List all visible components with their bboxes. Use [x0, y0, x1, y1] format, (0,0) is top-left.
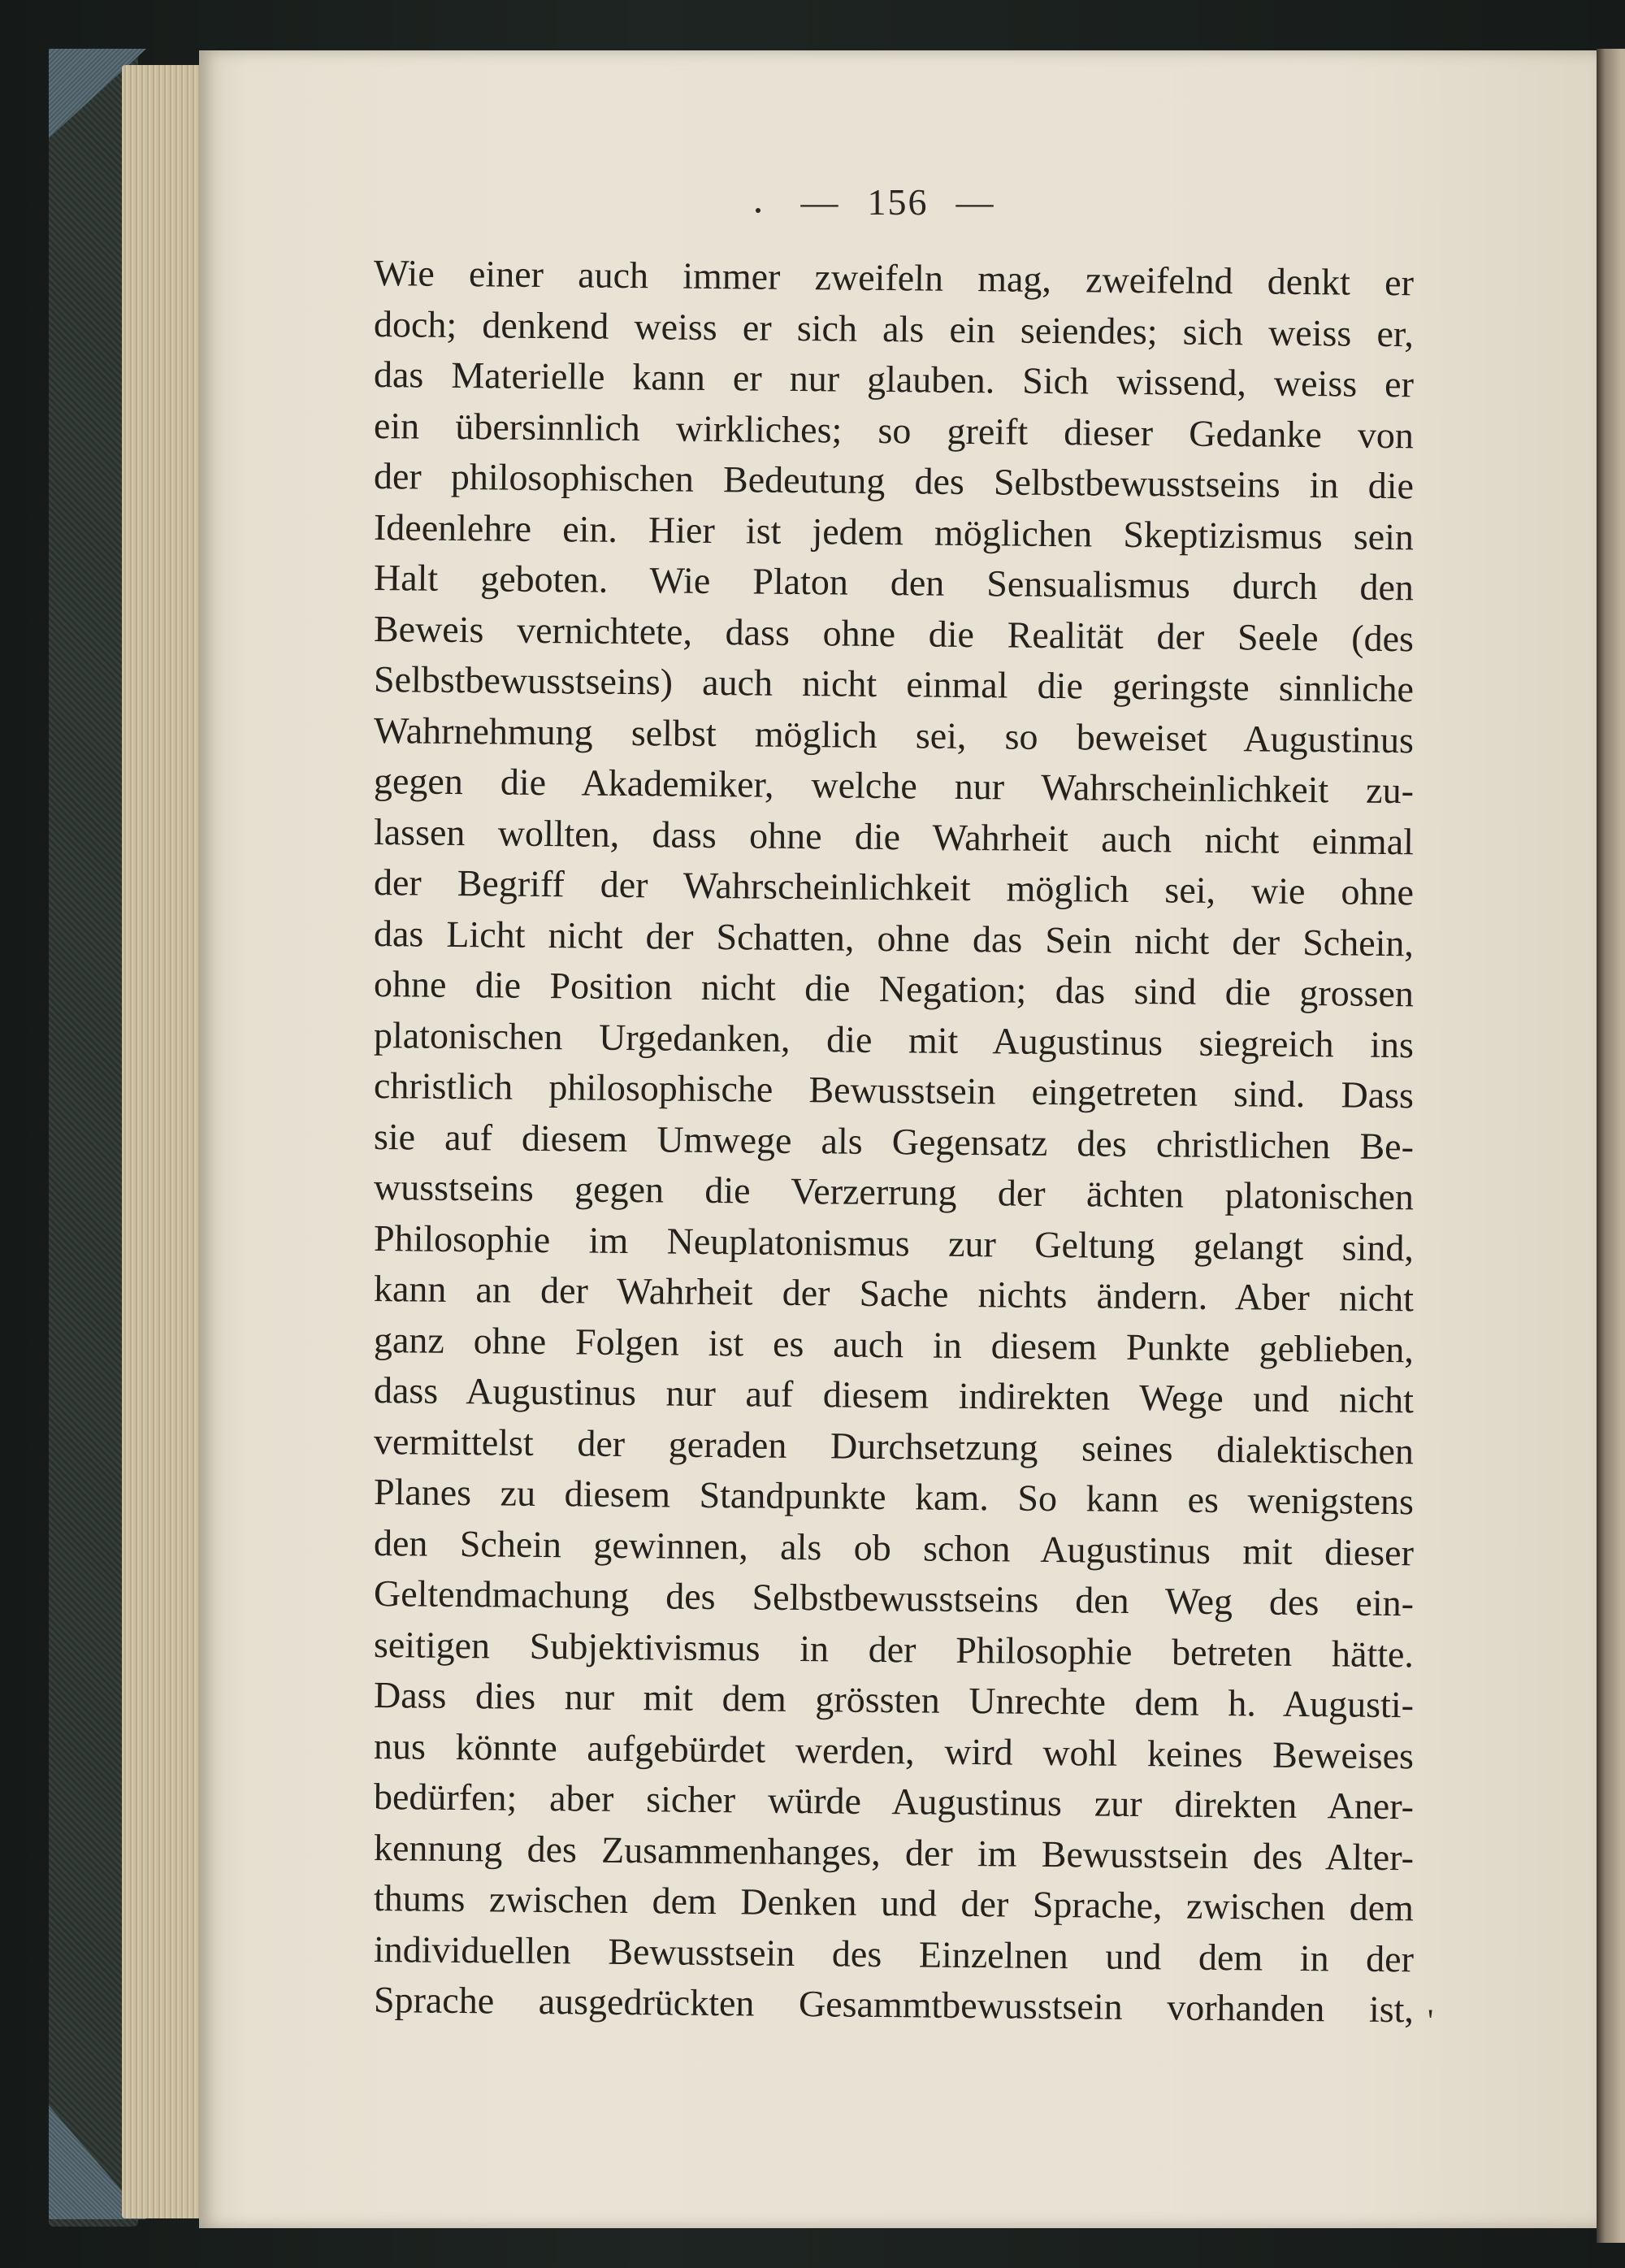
text-line: sie auf diesem Umwege als Gegensatz des christlichen Be-: [373, 1115, 1415, 1167]
text-line: platonischen Urgedanken, die mit Augustinus siegreich ins: [373, 1013, 1415, 1065]
text-line: nus könnte aufgebürdet werden, wird wohl keines Beweises: [373, 1724, 1415, 1776]
text-line: lassen wollten, dass ohne die Wahrheit auch nicht einmal: [373, 810, 1415, 862]
text-line: Dass dies nur mit dem grössten Unrechte dem h. Augusti-: [373, 1674, 1415, 1726]
text-line: Ideenlehre ein. Hier ist jedem möglichen Skeptizismus sein: [373, 505, 1415, 557]
text-line: der Begriff der Wahrscheinlichkeit möglich sei, wie ohne: [373, 861, 1415, 913]
page-header: [199, 180, 1597, 223]
header-dash-right: —: [956, 181, 995, 223]
body-text: [373, 248, 1415, 2031]
text-line: doch; denkend weiss er sich als ein seiendes; sich weiss er,: [373, 302, 1415, 354]
text-line: thums zwischen dem Denken und der Sprache, zwischen dem: [373, 1877, 1415, 1929]
text-line: den Schein gewinnen, als ob schon Augustinus mit dieser: [373, 1521, 1415, 1573]
text-line: ohne die Position nicht die Negation; das sind die grossen: [373, 963, 1415, 1015]
facing-page-edge: [1597, 49, 1625, 2243]
text-line: das Materielle kann er nur glauben. Sich wissend, weiss er: [373, 353, 1415, 405]
text-line: Selbstbewusstseins) auch nicht einmal die geringste sinnliche: [373, 658, 1415, 710]
stray-mark: ': [1428, 2002, 1434, 2039]
text-line: kennung des Zusammenhanges, der im Bewusstsein des Alter-: [373, 1826, 1415, 1878]
text-line: das Licht nicht der Schatten, ohne das Sein nicht der Schein,: [373, 912, 1415, 964]
text-line: der philosophischen Bedeutung des Selbstbewusstseins in die: [373, 455, 1415, 507]
page-edges: [122, 65, 211, 2218]
text-line: seitigen Subjektivismus in der Philosophie betreten hätte.: [373, 1623, 1415, 1675]
text-line: Halt geboten. Wie Platon den Sensualismus durch den: [373, 557, 1415, 609]
text-line: ganz ohne Folgen ist es auch in diesem Punkte geblieben,: [373, 1318, 1415, 1370]
text-line: Beweis vernichtete, dass ohne die Realität der Seele (des: [373, 607, 1415, 659]
text-line: Sprache ausgedrückten Gesammtbewusstsein vorhanden ist,: [373, 1979, 1415, 2031]
text-line: Philosophie im Neuplatonismus zur Geltung gelangt sind,: [373, 1216, 1415, 1268]
text-line: wusstseins gegen die Verzerrung der ächten platonischen: [373, 1166, 1415, 1218]
text-line: gegen die Akademiker, welche nur Wahrscheinlichkeit zu-: [373, 760, 1415, 812]
text-line: ein übersinnlich wirkliches; so greift dieser Gedanke von: [373, 404, 1415, 456]
text-line: christlich philosophische Bewusstsein eingetreten sind. Dass: [373, 1065, 1415, 1117]
text-line: Geltendmachung des Selbstbewusstseins den Weg des ein-: [373, 1572, 1415, 1624]
text-line: Planes zu diesem Standpunkte kam. So kann es wenigstens: [373, 1471, 1415, 1523]
header-dash-left: —: [800, 181, 840, 223]
page-number: 156: [867, 181, 929, 223]
text-line: bedürfen; aber sicher würde Augustinus zur direkten Aner-: [373, 1776, 1415, 1828]
text-line: vermittelst der geraden Durchsetzung seines dialektischen: [373, 1420, 1415, 1472]
text-line: kann an der Wahrheit der Sache nichts ändern. Aber nicht: [373, 1268, 1415, 1320]
text-line: Wahrnehmung selbst möglich sei, so beweiset Augustinus: [373, 709, 1415, 761]
text-line: individuellen Bewusstsein des Einzelnen und dem in der: [373, 1928, 1415, 1980]
text-line: dass Augustinus nur auf diesem indirekten Wege und nicht: [373, 1369, 1415, 1421]
text-line: Wie einer auch immer zweifeln mag, zweifelnd denkt er: [373, 252, 1415, 304]
